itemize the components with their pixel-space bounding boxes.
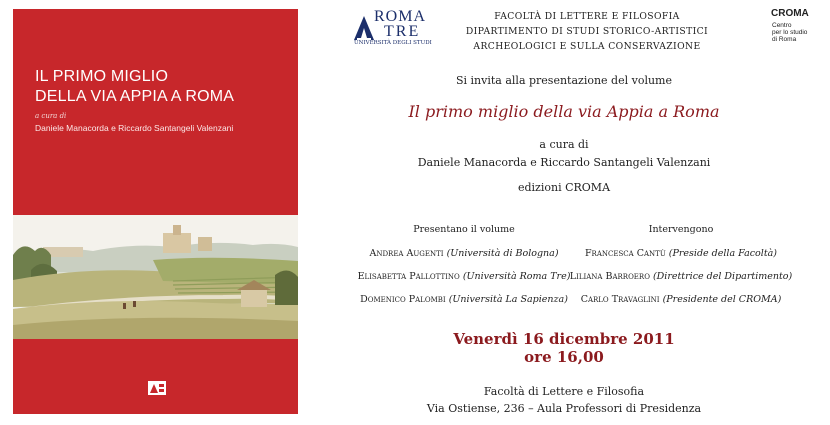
person-role: (Preside della Facoltà): [668, 248, 778, 259]
person-name: Elisabetta Pallottino: [357, 271, 460, 282]
cover-roma-tre-logo: [148, 381, 166, 395]
croma-logo-name: CROMA: [771, 8, 809, 19]
speaker-item: [566, 242, 796, 265]
event-datetime: [331, 330, 797, 366]
venue-line1: Facoltà di Lettere e Filosofia: [483, 385, 645, 398]
a-cura-di: a cura di: [539, 138, 589, 151]
croma-logo-subtitle: [772, 22, 822, 44]
publisher: edizioni CROMA: [517, 181, 611, 194]
event-venue: [331, 383, 797, 417]
volume-authors: Daniele Manacorda e Riccardo Santangeli Valenzani: [417, 156, 711, 169]
presenter-item: [349, 265, 579, 288]
speaker-item: [566, 288, 796, 311]
faculty-department-heading: [442, 9, 732, 54]
speaker-item: [566, 265, 796, 288]
croma-sub-line3: di Roma: [772, 36, 797, 44]
cover-authors: Daniele Manacorda e Riccardo Santangeli Valenzani: [35, 123, 234, 133]
cover-title: [35, 67, 234, 107]
person-name: Domenico Palombi: [360, 294, 446, 305]
croma-sub-line2: per lo studio: [772, 29, 808, 37]
faculty-line3: ARCHEOLOGICI E SULLA CONSERVAZIONE: [473, 41, 701, 52]
speakers-heading: Intervengono: [648, 224, 714, 235]
venue-line2: Via Ostiense, 236 – Aula Professori di Presidenza: [426, 402, 702, 415]
presenters-heading: Presentano il volume: [413, 224, 515, 235]
volume-title: Il primo miglio della via Appia a Roma: [408, 102, 720, 121]
speakers-column: [566, 224, 796, 311]
person-role: (Università di Bologna): [446, 248, 559, 259]
person-role: (Presidente del CROMA): [662, 294, 782, 305]
presenter-item: [349, 288, 579, 311]
presenters-column: [349, 224, 579, 311]
cover-title-line2: DELLA VIA APPIA A ROMA: [35, 88, 235, 105]
person-name: Andrea Augenti: [369, 248, 444, 259]
roma-tre-tre-text: TRE: [384, 23, 421, 40]
person-role: (Direttrice del Dipartimento): [652, 271, 793, 282]
event-time: ore 16,00: [524, 348, 604, 366]
person-name: Carlo Travaglini: [580, 294, 660, 305]
cover-a-cura: a cura di: [35, 112, 67, 120]
cover-title-line1: IL PRIMO MIGLIO: [35, 68, 169, 85]
faculty-line1: FACOLTÀ DI LETTERE E FILOSOFIA: [494, 11, 680, 22]
roma-tre-university-text: UNIVERSITÀ DEGLI STUDI: [354, 40, 432, 46]
invitation-intro: Si invita alla presentazione del volume: [455, 74, 672, 87]
person-name: Liliana Barroero: [569, 271, 650, 282]
person-name: Francesca Cantù: [584, 248, 666, 259]
event-date: Venerdì 16 dicembre 2011: [453, 330, 675, 348]
faculty-line2: DIPARTIMENTO DI STUDI STORICO-ARTISTICI: [465, 26, 709, 37]
croma-sub-line1: Centro: [772, 22, 792, 29]
book-cover: [13, 9, 298, 414]
cover-painting: [13, 185, 298, 339]
person-role: (Università La Sapienza): [448, 294, 568, 305]
person-role: (Università Roma Tre): [462, 271, 571, 282]
presenter-item: [349, 242, 579, 265]
roma-tre-roma-text: ROMA: [374, 8, 427, 25]
